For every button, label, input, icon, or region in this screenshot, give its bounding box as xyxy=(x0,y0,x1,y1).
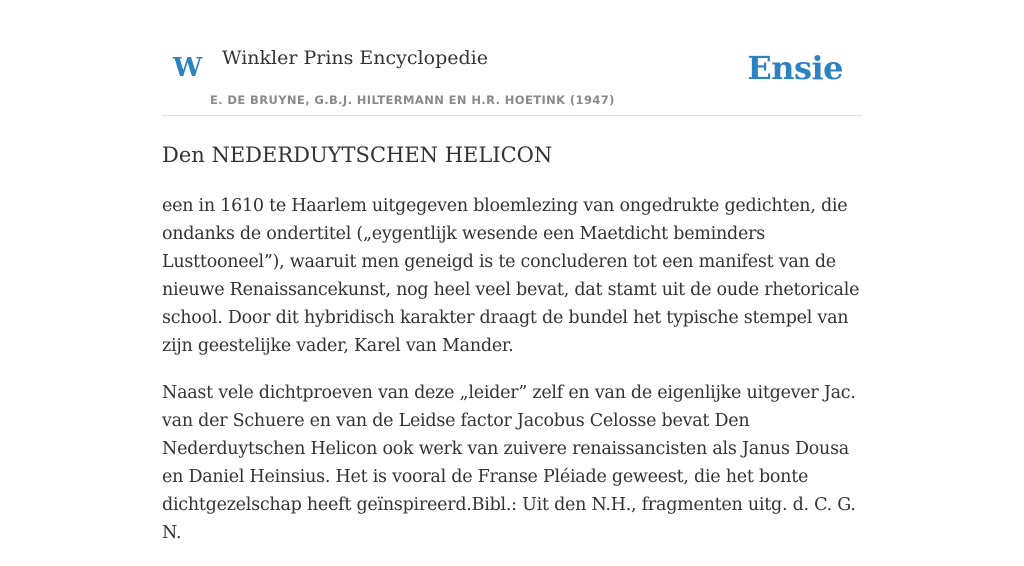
encyclopedia-title[interactable]: Winkler Prins Encyclopedie xyxy=(222,47,488,69)
article-paragraph: Naast vele dichtproeven van deze „leider” zelf en van de eigenlijke uitgever Jac. van der Schuere en van de Leidse factor Jacobus Celosse bevat Den Nederduytschen Helicon ook werk van zuivere renaissancisten als Janus Dousa en Daniel Heinsius. Het is vooral de Franse Pléiade geweest, die het bonte dichtgezelschap heeft geïnspireerd.Bibl.: Uit den N.H., fragmenten uitg. d. C. G. N. xyxy=(162,383,856,543)
site-header xyxy=(162,30,862,116)
winkler-prins-logo[interactable]: W xyxy=(173,53,203,83)
authors-line: E. DE BRUYNE, G.B.J. HILTERMANN EN H.R. HOETINK (1947) xyxy=(210,93,615,107)
ensie-brand-logo[interactable]: Ensie xyxy=(747,49,843,87)
article-title: Den NEDERDUYTSCHEN HELICON xyxy=(162,143,553,167)
article-body xyxy=(162,192,864,566)
article-paragraph: een in 1610 te Haarlem uitgegeven bloemlezing van ongedrukte gedichten, die ondanks de ondertitel („eygentlijk wesende een Maetdicht beminders Lusttooneel”), waaruit men geneigd is te concluderen tot een manifest van de nieuwe Renaissancekunst, nog heel veel bevat, dat stamt uit de oude rhetoricale school. Door dit hybridisch karakter draagt de bundel het typische stempel van zijn geestelijke vader, Karel van Mander. xyxy=(162,196,860,356)
